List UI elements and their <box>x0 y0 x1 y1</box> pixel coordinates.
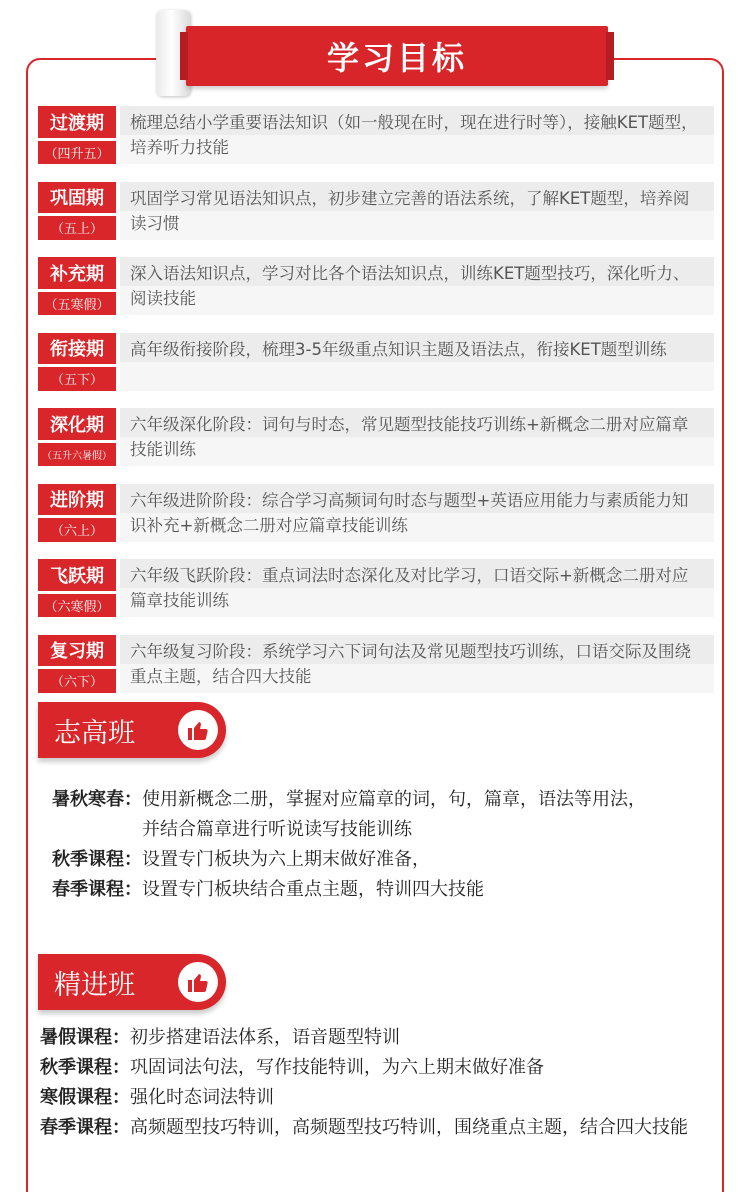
period-item <box>38 106 714 164</box>
course-text: 设置专门板块为六上期末做好准备， <box>142 849 430 870</box>
period-tag <box>38 182 116 240</box>
period-name: 飞跃期 <box>38 559 116 591</box>
period-tag <box>38 333 116 391</box>
course-label: 秋季课程： <box>40 1057 130 1078</box>
course-row <box>40 1053 720 1083</box>
period-item <box>38 257 714 315</box>
period-tag <box>38 257 116 315</box>
period-tag <box>38 635 116 693</box>
course-text: 强化时态词法特训 <box>130 1087 274 1108</box>
period-grade: （六寒假） <box>38 593 116 617</box>
period-description: 六年级飞跃阶段：重点词法时态深化及对比学习，口语交际+新概念二册对应篇章技能训练 <box>120 559 714 617</box>
period-name: 过渡期 <box>38 106 116 138</box>
period-item <box>38 182 714 240</box>
course-label: 秋季课程： <box>52 849 142 870</box>
period-grade: （五下） <box>38 366 116 390</box>
period-item <box>38 408 714 466</box>
page-title: 学习目标 <box>186 26 608 86</box>
jingjin-course-list <box>40 1023 720 1143</box>
course-text: 初步搭建语法体系，语音题型特训 <box>130 1027 400 1048</box>
period-description: 梳理总结小学重要语法知识（如一般现在时，现在进行时等），接触KET题型，培养听力技能 <box>120 106 714 164</box>
course-text: 高频题型技巧特训，高频题型技巧特训，围绕重点主题，结合四大技能 <box>130 1117 688 1138</box>
zhigao-course-list <box>40 785 720 905</box>
jingjin-class-header <box>38 954 226 1010</box>
period-item <box>38 484 714 542</box>
period-grade: （六上） <box>38 517 116 541</box>
course-text: 设置专门板块结合重点主题，特训四大技能 <box>142 879 484 900</box>
thumbs-up-icon <box>178 710 218 750</box>
period-name: 巩固期 <box>38 182 116 214</box>
course-row <box>40 845 720 875</box>
course-row <box>40 1023 720 1053</box>
zhigao-class-title: 志高班 <box>54 717 135 749</box>
period-tag <box>38 408 116 466</box>
course-row <box>40 785 720 845</box>
zhigao-class-header <box>38 702 226 758</box>
period-name: 衔接期 <box>38 333 116 365</box>
course-row <box>40 875 720 905</box>
period-description: 六年级复习阶段：系统学习六下词句法及常见题型技巧训练，口语交际及围绕重点主题，结合四大技能 <box>120 635 714 693</box>
period-item <box>38 559 714 617</box>
period-name: 深化期 <box>38 408 116 440</box>
jingjin-class-title: 精进班 <box>54 969 135 1001</box>
period-item <box>38 333 714 391</box>
period-description: 深入语法知识点，学习对比各个语法知识点，训练KET题型技巧，深化听力、阅读技能 <box>120 257 714 315</box>
course-label: 暑假课程： <box>40 1027 130 1048</box>
period-description: 巩固学习常见语法知识点，初步建立完善的语法系统，了解KET题型，培养阅读习惯 <box>120 182 714 240</box>
period-grade: （五上） <box>38 215 116 239</box>
thumbs-up-icon <box>178 962 218 1002</box>
period-description: 高年级衔接阶段，梳理3-5年级重点知识主题及语法点，衔接KET题型训练 <box>120 333 714 391</box>
period-name: 进阶期 <box>38 484 116 516</box>
period-name: 复习期 <box>38 635 116 667</box>
course-label: 暑秋寒春： <box>52 789 142 810</box>
period-name: 补充期 <box>38 257 116 289</box>
course-label: 春季课程： <box>40 1117 130 1138</box>
period-tag <box>38 484 116 542</box>
period-tag <box>38 559 116 617</box>
course-label: 寒假课程： <box>40 1087 130 1108</box>
period-description: 六年级进阶阶段：综合学习高频词句时态与题型+英语应用能力与素质能力知识补充+新概念二册对应篇章技能训练 <box>120 484 714 542</box>
course-row <box>40 1083 720 1113</box>
period-grade: （四升五） <box>38 140 116 164</box>
period-grade: （五升六暑假） <box>38 442 116 466</box>
period-grade: （五寒假） <box>38 291 116 315</box>
period-tag <box>38 106 116 164</box>
course-text: 巩固词法句法，写作技能特训，为六上期末做好准备 <box>130 1057 544 1078</box>
course-row <box>40 1113 720 1143</box>
course-text: 使用新概念二册，掌握对应篇章的词，句，篇章，语法等用法，并结合篇章进行听说读写技能训练 <box>142 789 646 840</box>
course-label: 春季课程： <box>52 879 142 900</box>
period-description: 六年级深化阶段：词句与时态，常见题型技能技巧训练+新概念二册对应篇章技能训练 <box>120 408 714 466</box>
period-grade: （六下） <box>38 668 116 692</box>
period-item <box>38 635 714 693</box>
period-list <box>38 106 714 710</box>
